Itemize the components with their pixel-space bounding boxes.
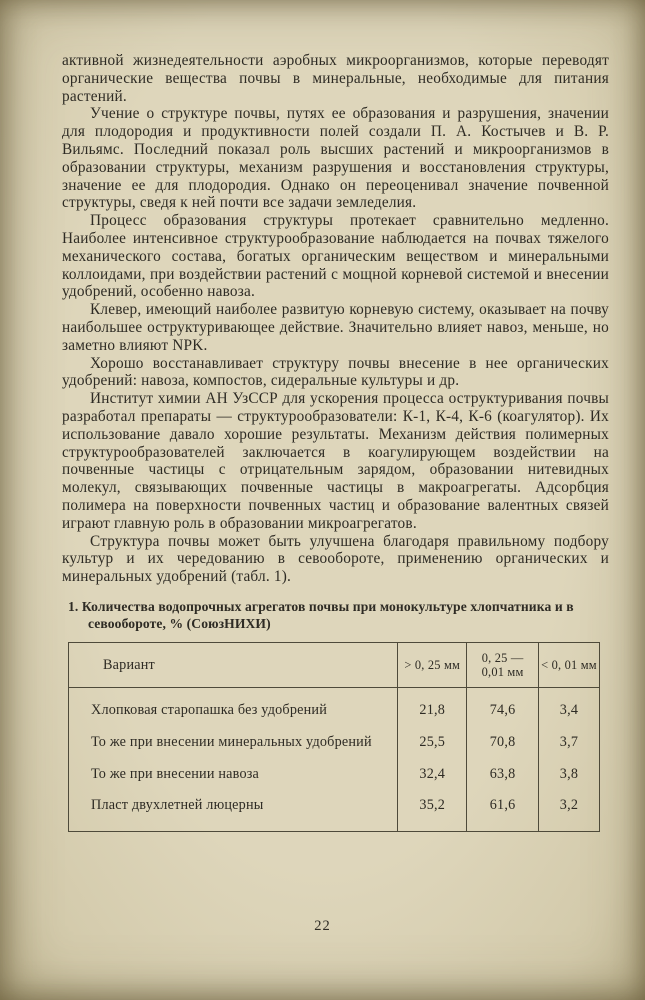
paragraph: Клевер, имеющий наиболее развитую корневую систему, оказывает на почву наибольшее оструктуривающее действие. Значительно влияет навоз, меньше, но заметно влияют NPK. — [62, 301, 609, 354]
aggregates-table — [68, 642, 600, 832]
col-header-variant: Вариант — [69, 642, 398, 687]
paragraph: Институт химии АН УзССР для ускорения процесса оструктуривания почвы разработал препараты — структурообразователи: К-1, К-4, К-6 (коагулятор). Их использование давало хорошие результаты. Механизм действия полимерных структурообразователей заключается в коагулирующем воздействии на почвенные частицы с отрицательным зарядом, образовании нитевидных молекул, связывающих почвенные частицы в макроагрегаты. Адсорбция полимера на поверхности почвенных частиц и образование валентных связей играют главную роль в образовании микроагрегатов. — [62, 390, 609, 532]
table-row — [69, 727, 600, 759]
paragraph: Учение о структуре почвы, путях ее образования и разрушения, значении для плодородия и продуктивности полей создали П. А. Костычев и В. Р. Вильямс. Последний показал роль высших растений и микроорганизмов в образовании структуры, механизм разрушения и восстановления структуры, значение ее для плодородия. Однако он переоценивал значение почвенной структуры, сведя к ней почти все задачи земледелия. — [62, 105, 609, 212]
page-number: 22 — [314, 918, 331, 934]
table-cell-value: 3,7 — [538, 727, 599, 759]
table-cell-value: 32,4 — [398, 759, 467, 791]
paragraph: Структура почвы может быть улучшена благодаря правильному подбору культур и их чередованию в севообороте, применению органических и минеральных удобрений (табл. 1). — [62, 532, 609, 586]
paragraph: Процесс образования структуры протекает сравнительно медленно. Наиболее интенсивное структурообразование наблюдается на почвах тяжелого механического состава, богатых органическим веществом и минеральными коллоидами, при воздействии растений с мощной корневой системой и внесении удобрений, особенно навоза. — [62, 212, 609, 301]
table-cell-variant: Хлопковая старопашка без удобрений — [91, 701, 328, 718]
table-block — [62, 598, 609, 832]
table-cell-value: 21,8 — [398, 687, 467, 726]
table-cell-variant: Пласт двухлетней люцерны — [91, 797, 264, 814]
table-cell-value: 3,4 — [538, 687, 599, 726]
table-row — [69, 759, 600, 791]
table-cell-value: 3,8 — [538, 759, 599, 791]
table-row — [69, 790, 600, 831]
table-cell-value: 61,6 — [467, 790, 539, 831]
table-cell-value: 70,8 — [467, 727, 539, 759]
col-header-025-001: 0, 25 — 0,01 мм — [467, 642, 539, 687]
col-header-gt-025: > 0, 25 мм — [398, 642, 467, 687]
table-cell-variant: То же при внесении навоза — [91, 765, 260, 782]
paragraph: Хорошо восстанавливает структуру почвы внесение в нее органических удобрений: навоза, компостов, сидеральные культуры и др. — [62, 354, 609, 390]
table-cell-value: 35,2 — [398, 790, 467, 831]
table-cell-value: 63,8 — [467, 759, 539, 791]
table-caption: 1. Количества водопрочных агрегатов почвы при монокультуре хлопчатника и в севообороте, % (СоюзНИХИ) — [68, 598, 574, 631]
table-cell-variant: То же при внесении минеральных удобрений — [91, 733, 372, 750]
table-cell-value: 3,2 — [538, 790, 599, 831]
table-cell-value: 74,6 — [467, 687, 539, 726]
table-header-row — [69, 642, 600, 687]
paragraph: активной жизнедеятельности аэробных микроорганизмов, которые переводят органические вещества почвы в минеральные, необходимые для питания растений. — [62, 52, 609, 105]
body-text — [62, 52, 609, 832]
table-cell-value: 25,5 — [398, 727, 467, 759]
table-row — [69, 687, 600, 726]
col-header-lt-001: < 0, 01 мм — [538, 642, 599, 687]
